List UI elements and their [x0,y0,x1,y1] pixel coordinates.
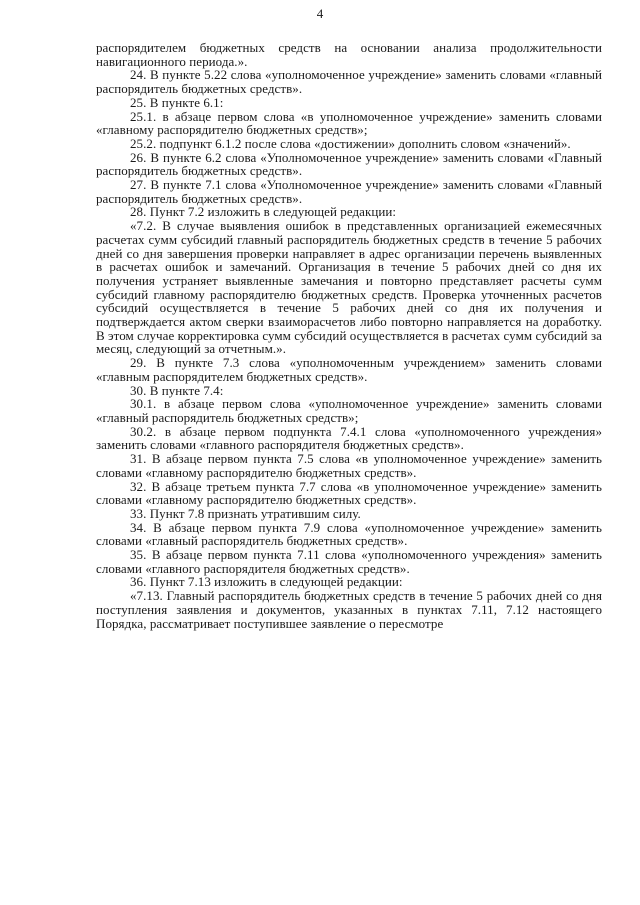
paragraph-item-7-13-text: «7.13. Главный распорядитель бюджетных средств в течение 5 рабочих дней со дня поступления заявления и документов, указанных в пунктах 7.11, 7.12 настоящего Порядка, рассматривает поступившее заявление о пересмотре [96,588,602,631]
paragraph-item-25: 25. В пункте 6.1: [130,94,224,110]
paragraph-item-36: 36. Пункт 7.13 изложить в следующей редакции: [130,574,403,590]
paragraph-item-34: 34. В абзаце первом пункта 7.9 слова «уполномоченное учреждение» заменить словами «главный распорядитель бюджетных средств». [96,519,602,549]
paragraph-item-7-2-text: «7.2. В случае выявления ошибок в представленных организацией ежемесячных расчетах сумм субсидий главный распорядитель бюджетных средств в течение 5 рабочих дней со дня завершения проверки направляет в адрес организации перечень выявленных в расчетах ошибок и замечаний. Организация в течение 5 рабочих дней со дня их получения устраняет выявленные замечания и повторно представляет расчеты сумм субсидий главному распорядителю бюджетных средств. Проверка уточненных расчетов субсидий осуществляется в течение 5 рабочих дней со дня их получения и подтверждается актом сверки взаиморасчетов либо повторно направляется на доработку. В этом случае корректировка сумм субсидий осуществляется в расчетах сумм субсидий за месяц, следующий за отчетным.». [96,218,602,357]
paragraph-item-25-1: 25.1. в абзаце первом слова «в уполномоченное учреждение» заменить словами «главному распорядителю бюджетных средств»; [96,108,602,138]
paragraph-item-30: 30. В пункте 7.4: [130,382,224,398]
paragraph-item-33: 33. Пункт 7.8 признать утратившим силу. [130,505,361,521]
paragraph-continuation: распорядителем бюджетных средств на основании анализа продолжительности навигационного периода.». [96,40,602,69]
paragraph-item-31: 31. В абзаце первом пункта 7.5 слова «в уполномоченное учреждение» заменить словами «главному распорядителю бюджетных средств». [96,451,602,480]
paragraph-item-26: 26. В пункте 6.2 слова «Уполномоченное учреждение» заменить словами «Главный распорядитель бюджетных средств». [96,149,602,179]
paragraph-item-29: 29. В пункте 7.3 слова «уполномоченным учреждением» заменить словами «главным распорядителем бюджетных средств». [96,355,602,384]
paragraph-item-25-2: 25.2. подпункт 6.1.2 после слова «достижении» дополнить словом «значений». [130,135,571,151]
page-number: 4 [316,6,324,21]
paragraph-item-32: 32. В абзаце третьем пункта 7.7 слова «в уполномоченное учреждение» заменить словами «главному распорядителю бюджетных средств». [96,478,602,508]
document-body [96,41,602,630]
paragraph-item-24: 24. В пункте 5.22 слова «уполномоченное учреждение» заменить словами «главный распорядитель бюджетных средств». [96,67,602,97]
paragraph-item-30-1: 30.1. в абзаце первом слова «уполномоченное учреждение» заменить словами «главный распорядитель бюджетных средств»; [96,396,602,425]
paragraph-item-27: 27. В пункте 7.1 слова «Уполномоченное учреждение» заменить словами «Главный распорядитель бюджетных средств». [96,177,602,206]
paragraph-item-35: 35. В абзаце первом пункта 7.11 слова «уполномоченного учреждения» заменить словами «главного распорядителя бюджетных средств». [96,547,602,576]
paragraph-item-30-2: 30.2. в абзаце первом подпункта 7.4.1 слова «уполномоченного учреждения» заменить словами «главного распорядителя бюджетных средств». [96,423,602,453]
paragraph-item-28: 28. Пункт 7.2 изложить в следующей редакции: [130,204,397,220]
